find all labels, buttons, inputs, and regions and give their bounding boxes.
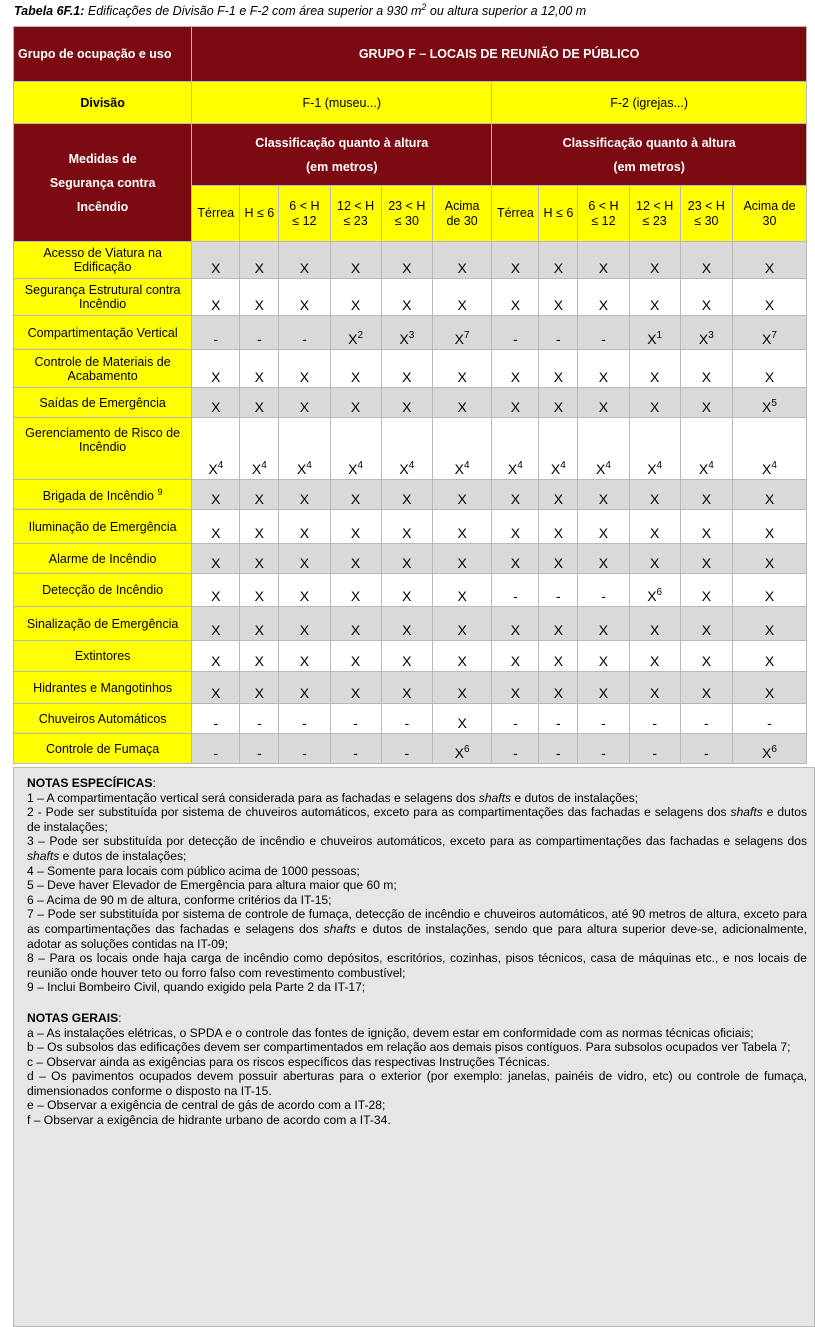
requirement-cell: X [732, 574, 806, 607]
general-note: e – Observar a exigência de central de gás de acordo com a IT-28; [27, 1098, 386, 1113]
measures-table [13, 26, 807, 764]
requirement-cell: X [732, 350, 806, 388]
row-label-text: Segurança Estrutural contra Incêndio [24, 283, 181, 311]
table-row [14, 641, 807, 672]
requirement-cell: X [381, 574, 432, 607]
requirement-cell: - [539, 316, 578, 350]
row-label-text: Iluminação de Emergência [28, 519, 177, 534]
requirement-cell: X [732, 510, 806, 544]
requirement-cell: $X^4$ [680, 418, 732, 480]
requirement-cell: $X^4$ [578, 418, 629, 480]
table-row [14, 704, 807, 734]
row-label [14, 607, 192, 641]
requirement-cell: X [381, 279, 432, 316]
requirement-cell: X [680, 388, 732, 418]
requirement-cell: X [680, 242, 732, 279]
requirement-cell: - [192, 734, 240, 764]
height-class-line: H ≤ 6 [244, 206, 275, 220]
requirement-cell: X [492, 607, 539, 641]
requirement-cell: X [240, 242, 279, 279]
requirement-cell: X [240, 641, 279, 672]
requirement-cell: X [381, 641, 432, 672]
height-class-line: 12 < H [337, 198, 375, 213]
specific-note: 1 – A compartimentação vertical será considerada para as fachadas e selagens dos shafts e dutos de instalações; [27, 790, 639, 805]
requirement-cell: X [629, 544, 680, 574]
requirement-cell: X [680, 279, 732, 316]
requirement-cell: X [492, 388, 539, 418]
height-class-header [381, 186, 432, 242]
requirement-cell: X [539, 641, 578, 672]
height-class-header [578, 186, 629, 242]
requirement-cell: - [279, 704, 330, 734]
requirement-cell: X [279, 510, 330, 544]
requirement-cell: X [192, 607, 240, 641]
requirement-cell: $X^1$ [629, 316, 680, 350]
specific-notes-list [27, 791, 807, 995]
requirement-cell: X [680, 672, 732, 704]
height-class-line: 23 < H [388, 198, 426, 213]
table-row [14, 350, 807, 388]
requirement-cell: $X^7$ [432, 316, 491, 350]
general-note: f – Observar a exigência de hidrante urbano de acordo com a IT-34. [27, 1113, 391, 1128]
height-class-line: ≤ 12 [591, 213, 616, 228]
requirement-cell: X [279, 350, 330, 388]
requirement-cell: X [578, 510, 629, 544]
requirement-cell: X [432, 641, 491, 672]
requirement-cell: X [381, 544, 432, 574]
caption-text-after: ou altura superior a 12,00 m [426, 4, 587, 18]
requirement-cell: - [492, 574, 539, 607]
requirement-cell: X [732, 607, 806, 641]
requirement-cell: X [279, 641, 330, 672]
requirement-cell: X [240, 607, 279, 641]
requirement-cell: $X^4$ [629, 418, 680, 480]
row-label [14, 544, 192, 574]
measures-label [14, 124, 192, 242]
requirement-cell: $X^3$ [680, 316, 732, 350]
requirement-cell: - [240, 734, 279, 764]
requirement-cell: X [539, 607, 578, 641]
requirement-cell: - [492, 704, 539, 734]
requirement-cell: $X^6$ [732, 734, 806, 764]
group-value: GRUPO F – LOCAIS DE REUNIÃO DE PÚBLICO [192, 27, 807, 82]
requirement-cell: - [330, 734, 381, 764]
requirement-cell: X [680, 641, 732, 672]
row-label [14, 734, 192, 764]
row-label-text: Compartimentação Vertical [27, 325, 178, 340]
requirement-cell: X [492, 641, 539, 672]
row-label [14, 279, 192, 316]
requirement-cell: - [381, 734, 432, 764]
height-class-line: 23 < H [687, 198, 725, 213]
table-row [14, 510, 807, 544]
requirement-cell: - [732, 704, 806, 734]
height-class-line: 6 < H [588, 198, 619, 213]
specific-note: 6 – Acima de 90 m de altura, conforme critérios da IT-15; [27, 892, 332, 907]
requirement-cell: X [330, 544, 381, 574]
height-class-header [240, 186, 279, 242]
requirement-cell: - [680, 704, 732, 734]
requirement-cell: X [680, 544, 732, 574]
general-notes-list [27, 1026, 807, 1128]
specific-note: 4 – Somente para locais com público acima de 1000 pessoas; [27, 863, 360, 878]
requirement-cell: X [240, 672, 279, 704]
requirement-cell: X [432, 607, 491, 641]
row-label [14, 242, 192, 279]
requirement-cell: $X^3$ [381, 316, 432, 350]
height-class-header [279, 186, 330, 242]
requirement-cell: X [492, 480, 539, 510]
row-label [14, 704, 192, 734]
requirement-cell: X [192, 388, 240, 418]
requirement-cell: X [539, 544, 578, 574]
requirement-cell: X [192, 510, 240, 544]
requirement-cell: - [279, 316, 330, 350]
measures-label-line: Incêndio [76, 199, 129, 214]
specific-note: 5 – Deve haver Elevador de Emergência para altura maior que 60 m; [27, 878, 397, 893]
row-label-text: Saídas de Emergência [39, 395, 166, 410]
specific-notes-title: NOTAS ESPECÍFICAS [27, 776, 153, 790]
row-label-text: Detecção de Incêndio [42, 583, 164, 597]
requirement-cell: X [629, 480, 680, 510]
general-note: a – As instalações elétricas, o SPDA e o controle das fontes de ignição, devem estar em conformidade com as normas técnicas oficiais; [27, 1025, 754, 1040]
table-caption [14, 2, 809, 18]
requirement-cell: $X^4$ [240, 418, 279, 480]
requirement-cell: X [629, 510, 680, 544]
classification-line: Classificação quanto à altura [562, 135, 736, 150]
requirement-cell: X [732, 672, 806, 704]
requirement-cell: - [629, 734, 680, 764]
height-class-line: ≤ 23 [343, 213, 368, 228]
requirement-cell: X [279, 480, 330, 510]
row-label-text: Gerenciamento de Risco de Incêndio [25, 426, 181, 454]
requirement-cell: X [539, 388, 578, 418]
row-label [14, 574, 192, 607]
height-class-header [732, 186, 806, 242]
height-class-line: ≤ 30 [694, 213, 719, 228]
height-class-header [680, 186, 732, 242]
general-notes-title: NOTAS GERAIS [27, 1010, 119, 1025]
requirement-cell: X [629, 641, 680, 672]
caption-label: Tabela 6F.1: [14, 4, 85, 18]
requirement-cell: X [279, 672, 330, 704]
row-label [14, 418, 192, 480]
classification-f2 [492, 124, 807, 186]
requirement-cell: X [578, 544, 629, 574]
height-class-line: Acima de [743, 198, 796, 213]
height-class-line: Térrea [496, 206, 534, 220]
requirement-cell: $X^4$ [732, 418, 806, 480]
requirement-cell: X [680, 510, 732, 544]
requirement-cell: X [492, 544, 539, 574]
height-class-line: ≤ 23 [642, 213, 667, 228]
requirement-cell: X [578, 672, 629, 704]
requirement-cell: X [432, 279, 491, 316]
requirement-cell: $X^4$ [192, 418, 240, 480]
row-label-text: Sinalização de Emergência [26, 616, 179, 631]
specific-note: 3 – Pode ser substituída por detecção de incêndio e chuveiros automáticos, exceto para as compartimentações das fachadas e selagens dos shafts e dutos de instalações; [27, 834, 807, 863]
requirement-cell: X [330, 574, 381, 607]
classification-f1 [192, 124, 492, 186]
table-row [14, 388, 807, 418]
requirement-cell: - [240, 704, 279, 734]
requirement-cell: X [578, 242, 629, 279]
table-row [14, 574, 807, 607]
requirement-cell: - [578, 734, 629, 764]
requirement-cell: $X^5$ [732, 388, 806, 418]
classification-line: Classificação quanto à altura [255, 135, 429, 150]
requirement-cell: X [279, 279, 330, 316]
requirement-cell: $X^4$ [279, 418, 330, 480]
requirement-cell: X [539, 242, 578, 279]
requirement-cell: X [279, 242, 330, 279]
row-label-sup: 9 [157, 487, 163, 498]
requirement-cell: X [539, 480, 578, 510]
table-row [14, 607, 807, 641]
height-class-header [629, 186, 680, 242]
requirement-cell: X [432, 544, 491, 574]
general-note: b – Os subsolos das edificações devem ser compartimentados em relação aos demais pisos contíguos. Para subsolos ocupados ver Tabela 7; [27, 1040, 791, 1055]
requirement-cell: X [492, 350, 539, 388]
division-label: Divisão [14, 82, 192, 124]
requirement-cell: - [578, 574, 629, 607]
requirement-cell: X [279, 388, 330, 418]
requirement-cell: X [381, 350, 432, 388]
row-label-text: Alarme de Incêndio [48, 551, 157, 566]
row-label-text: Controle de Materiais de Acabamento [34, 354, 171, 383]
caption-text: Edificações de Divisão F-1 e F-2 com área superior a 930 m [87, 4, 422, 18]
requirement-cell: X [330, 279, 381, 316]
requirement-cell: $X^6$ [432, 734, 491, 764]
requirement-cell: X [732, 480, 806, 510]
height-class-line: H ≤ 6 [543, 206, 574, 220]
requirement-cell: X [578, 388, 629, 418]
row-label [14, 480, 192, 510]
requirement-cell: X [432, 704, 491, 734]
requirement-cell: - [539, 704, 578, 734]
requirement-cell: - [539, 574, 578, 607]
requirement-cell: $X^4$ [432, 418, 491, 480]
division-f1: F-1 (museu...) [192, 82, 492, 124]
requirement-cell: X [492, 279, 539, 316]
requirement-cell: $X^7$ [732, 316, 806, 350]
row-label [14, 316, 192, 350]
general-note: c – Observar ainda as exigências para os riscos específicos das respectivas Instruções Técnicas. [27, 1054, 550, 1069]
requirement-cell: X [492, 672, 539, 704]
specific-note: 2 - Pode ser substituída por sistema de chuveiros automáticos, exceto para as compartimentações das fachadas e selagens dos shafts e dutos de instalações; [27, 805, 807, 834]
requirement-cell: X [432, 242, 491, 279]
requirement-cell: X [578, 480, 629, 510]
requirement-cell: X [732, 279, 806, 316]
requirement-cell: X [240, 480, 279, 510]
requirement-cell: X [432, 510, 491, 544]
specific-note: 7 – Pode ser substituída por sistema de controle de fumaça, detecção de incêndio e chuveiros automáticos, até 90 metros de altura, exceto para as compartimentações das fachadas e selagens dos shafts e dutos de instalações, sendo que para altura superior deve-se, adicionalmente, adotar as soluções contidas na IT-09; [27, 907, 807, 951]
requirement-cell: X [432, 480, 491, 510]
division-f2: F-2 (igrejas...) [492, 82, 807, 124]
table-row [14, 242, 807, 279]
requirement-cell: X [192, 641, 240, 672]
requirement-cell: X [680, 480, 732, 510]
requirement-cell: X [629, 279, 680, 316]
requirement-cell: - [192, 316, 240, 350]
requirement-cell: X [330, 510, 381, 544]
requirement-cell: X [578, 607, 629, 641]
specific-note: 8 – Para os locais onde haja carga de incêndio como depósitos, escritórios, cozinhas, pisos técnicos, casa de máquinas etc., e nos locais de reunião onde houver teto ou forro falso com revestimento combustível; [27, 951, 807, 980]
requirement-cell: X [432, 350, 491, 388]
notes-section: NOTAS ESPECÍFICAS: 1 – A compartimentação vertical será considerada para as fachadas e selagens dos shafts e dutos de instalações; 2 - Pode ser substituída por sistema de chuveiros automáticos, exceto para as compartimentações das fachadas e selagens dos shafts e dutos de instalações; 3 – Pode ser substituída por detecção de incêndio e chuveiros automáticos, exceto para as compartimentações das fachadas e selagens dos shafts e dutos de instalações; 4 – Somente para locais com público acima de 1000 pessoas; 5 – Deve haver Elevador de Emergência para altura maior que 60 m; 6 – Acima de 90 m de altura, conforme critérios da IT-15; 7 – Pode ser substituída por sistema de controle de fumaça, detecção de incêndio e chuveiros automáticos, até 90 metros de altura, exceto para as compartimentações das fachadas e selagens dos shafts e dutos de instalações, sendo que para altura superior deve-se, adicionalmente, adotar as soluções contidas na IT-09; 8 – Para os locais onde haja carga de incêndio como depósitos, escritórios, cozinhas, pisos técnicos, casa de máquinas etc., e nos locais de reunião onde houver teto ou forro falso com revestimento combustível; 9 – Inclui Bombeiro Civil, quando exigido pela Parte 2 da IT-17; NOTAS GERAIS: a – As instalações elétricas, o SPDA e o controle das fontes de ignição, devem estar em conformidade com as normas técnicas oficiais; b – Os subsolos das edificações devem ser compartimentados em relação aos demais pisos contíguos. Para subsolos ocupados ver Tabela 7; c – Observar ainda as exigências para os riscos específicos das respectivas Instruções Técnicas. d – Os pavimentos ocupados devem possuir aberturas para o exterior (por exemplo: janelas, painéis de vidro, etc) ou controle de fumaça, dimensionados conforme o disposto na IT-15. e – Observar a exigência de central de gás de acordo com a IT-28; f – Observar a exigência de hidrante urbano de acordo com a IT-34. [13, 767, 815, 1327]
row-label-text: Brigada de Incêndio [42, 489, 154, 504]
height-class-line: 12 < H [636, 198, 674, 213]
row-label [14, 350, 192, 388]
row-label [14, 641, 192, 672]
table-row [14, 480, 807, 510]
requirement-cell: - [492, 734, 539, 764]
requirement-cell: X [240, 350, 279, 388]
requirement-cell: - [192, 704, 240, 734]
requirement-cell: X [381, 480, 432, 510]
requirement-cell: X [192, 544, 240, 574]
general-note: d – Os pavimentos ocupados devem possuir aberturas para o exterior (por exemplo: janelas, painéis de vidro, etc) ou controle de fumaça, dimensionados conforme o disposto na IT-15. [27, 1069, 807, 1098]
table-row [14, 418, 807, 480]
requirement-cell: X [330, 388, 381, 418]
requirement-cell: X [330, 242, 381, 279]
requirement-cell: X [539, 672, 578, 704]
table-row [14, 316, 807, 350]
requirement-cell: X [240, 574, 279, 607]
requirement-cell: $X^4$ [381, 418, 432, 480]
height-class-line: 30 [762, 213, 777, 228]
row-label-text: Chuveiros Automáticos [38, 711, 167, 726]
requirement-cell: - [330, 704, 381, 734]
requirement-cell: X [279, 607, 330, 641]
classification-line: (em metros) [613, 159, 685, 174]
table-row [14, 734, 807, 764]
requirement-cell: X [192, 672, 240, 704]
requirement-cell: X [492, 510, 539, 544]
requirement-cell: - [629, 704, 680, 734]
requirement-cell: $X^4$ [492, 418, 539, 480]
row-label [14, 672, 192, 704]
requirement-cell: - [539, 734, 578, 764]
caption-sup: 2 [421, 2, 427, 12]
requirement-cell: X [192, 242, 240, 279]
height-class-header [539, 186, 578, 242]
requirement-cell: - [578, 316, 629, 350]
requirement-cell: X [192, 350, 240, 388]
row-label-text: Controle de Fumaça [45, 741, 160, 756]
requirement-cell: $X^2$ [330, 316, 381, 350]
requirement-cell: X [680, 574, 732, 607]
requirement-cell: X [629, 350, 680, 388]
group-label: Grupo de ocupação e uso [14, 27, 192, 82]
requirement-cell: X [192, 279, 240, 316]
requirement-cell: X [578, 279, 629, 316]
row-label [14, 510, 192, 544]
requirement-cell: X [578, 641, 629, 672]
row-label-text: Hidrantes e Mangotinhos [33, 680, 173, 695]
height-class-header [192, 186, 240, 242]
requirement-cell: X [330, 350, 381, 388]
requirement-cell: X [192, 480, 240, 510]
requirement-cell: X [432, 672, 491, 704]
height-class-header [492, 186, 539, 242]
requirement-cell: X [732, 242, 806, 279]
classification-line: (em metros) [306, 159, 378, 174]
requirement-cell: X [578, 350, 629, 388]
requirement-cell: X [629, 388, 680, 418]
requirement-cell: X [629, 242, 680, 279]
height-class-line: de 30 [446, 213, 478, 228]
height-class-line: ≤ 12 [292, 213, 317, 228]
requirement-cell: X [432, 574, 491, 607]
requirement-cell: X [240, 510, 279, 544]
requirement-cell: X [240, 279, 279, 316]
requirement-cell: $X^4$ [330, 418, 381, 480]
requirement-cell: X [680, 607, 732, 641]
requirement-cell: X [629, 607, 680, 641]
height-class-line: Acima [444, 198, 480, 213]
requirement-cell: X [381, 242, 432, 279]
requirement-cell: X [381, 672, 432, 704]
height-class-line: Térrea [197, 206, 235, 220]
requirement-cell: X [381, 607, 432, 641]
table-row [14, 544, 807, 574]
row-label-text: Extintores [74, 649, 131, 663]
requirement-cell: X [732, 641, 806, 672]
requirement-cell: X [539, 279, 578, 316]
table-row [14, 672, 807, 704]
requirement-cell: X [680, 350, 732, 388]
row-label-text: Acesso de Viatura na Edificação [43, 246, 162, 274]
requirement-cell: X [330, 672, 381, 704]
height-class-header [432, 186, 491, 242]
requirement-cell: X [539, 510, 578, 544]
requirement-cell: X [381, 388, 432, 418]
requirement-cell: X [381, 510, 432, 544]
requirement-cell: X [492, 242, 539, 279]
row-label [14, 388, 192, 418]
requirement-cell: X [240, 544, 279, 574]
requirement-cell: X [240, 388, 279, 418]
requirement-cell: X [330, 607, 381, 641]
requirement-cell: X [279, 544, 330, 574]
requirement-cell: - [578, 704, 629, 734]
requirement-cell: X [629, 672, 680, 704]
specific-note: 9 – Inclui Bombeiro Civil, quando exigido pela Parte 2 da IT-17; [27, 980, 366, 995]
requirement-cell: $X^4$ [539, 418, 578, 480]
height-class-header [330, 186, 381, 242]
requirement-cell: X [732, 544, 806, 574]
requirement-cell: - [279, 734, 330, 764]
requirement-cell: - [240, 316, 279, 350]
requirement-cell: - [492, 316, 539, 350]
table-row [14, 279, 807, 316]
measures-label-line: Medidas de [68, 151, 137, 166]
requirement-cell: - [680, 734, 732, 764]
requirement-cell: - [381, 704, 432, 734]
height-class-line: ≤ 30 [394, 213, 419, 228]
measures-label-line: Segurança contra [49, 175, 156, 190]
requirement-cell: X [432, 388, 491, 418]
height-class-line: 6 < H [289, 198, 320, 213]
requirement-cell: X [279, 574, 330, 607]
requirement-cell: X [192, 574, 240, 607]
requirement-cell: X [539, 350, 578, 388]
requirement-cell: X [330, 480, 381, 510]
requirement-cell: X [330, 641, 381, 672]
requirement-cell: $X^6$ [629, 574, 680, 607]
